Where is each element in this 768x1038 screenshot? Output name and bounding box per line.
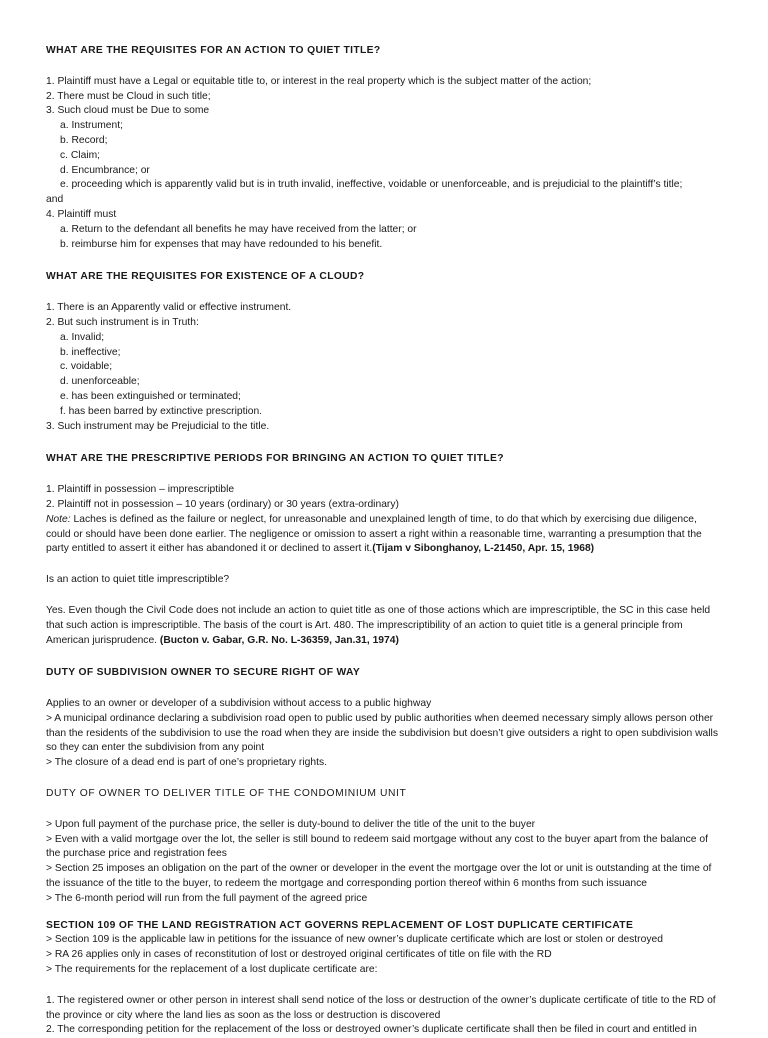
sub-list-item: d. unenforceable; xyxy=(60,376,140,388)
section-heading-condominium-title: DUTY OF OWNER TO DELIVER TITLE OF THE CONDOMINIUM UNIT xyxy=(46,788,407,800)
list-item: 1. Plaintiff must have a Legal or equitable title to, or interest in the real property which is the subject matter of the action; xyxy=(46,75,592,87)
section-heading-cloud-requisites: WHAT ARE THE REQUISITES FOR EXISTENCE OF A CLOUD? xyxy=(46,271,365,283)
paragraph-line: > Section 25 imposes an obligation on the part of the owner or developer in the event the mortgage over the lot or unit is outstanding at the time of the issuance of the title to the buyer, to redeem the mortgage and corresponding portion thereof within 6 months from such issuance xyxy=(46,863,712,890)
list-item: 2. But such instrument is in Truth: xyxy=(46,316,199,328)
question-text: Is an action to quiet title imprescriptible? xyxy=(46,574,230,586)
sub-list-item: b. ineffective; xyxy=(60,346,121,358)
list-item: 2. There must be Cloud in such title; xyxy=(46,90,211,102)
case-citation: (Bucton v. Gabar, G.R. No. L-36359, Jan.31, 1974) xyxy=(159,634,399,646)
answer-paragraph xyxy=(46,604,718,648)
sub-list-item: e. proceeding which is apparently valid but is in truth invalid, ineffective, voidable or unenforceable, and is prejudicial to the plaintiff’s title; xyxy=(60,179,683,191)
sub-list-item: f. has been barred by extinctive prescription. xyxy=(60,405,263,417)
section-heading-section-109: SECTION 109 OF THE LAND REGISTRATION ACT GOVERNS REPLACEMENT OF LOST DUPLICATE CERTIFICATE xyxy=(46,919,634,931)
paragraph-line: > Upon full payment of the purchase price, the seller is duty-bound to deliver the title of the unit to the buyer xyxy=(46,818,536,830)
sub-list-item: a. Invalid; xyxy=(60,331,105,343)
list-item: 1. Plaintiff in possession – imprescriptible xyxy=(46,484,235,496)
paragraph-line: Applies to an owner or developer of a subdivision without access to a public highway xyxy=(46,698,432,710)
case-citation: (Tijam v Sibonghanoy, L-21450, Apr. 15, 1968) xyxy=(372,543,595,555)
list-item: 2. The corresponding petition for the replacement of the loss or destroyed owner’s duplicate certificate shall then be filed in court and entitled in xyxy=(46,1024,697,1036)
note-label: Note: xyxy=(46,513,71,525)
answer-text: Yes. Even though the Civil Code does not include an action to quiet title as one of those actions which are imprescriptible, the SC in this case held that such action is imprescriptible. The basis of the court is Art. 480. The imprescriptibility of an action to quiet title is a general principle from American jurisprudence. xyxy=(46,604,711,646)
paragraph-line: > Even with a valid mortgage over the lot, the seller is still bound to redeem said mortgage without any cost to the buyer apart from the balance of the purchase price and registration fees xyxy=(46,833,708,860)
section-heading-quiet-title-requisites: WHAT ARE THE REQUISITES FOR AN ACTION TO QUIET TITLE? xyxy=(46,45,381,56)
list-item: 1. There is an Apparently valid or effective instrument. xyxy=(46,302,292,314)
sub-list-item: b. Record; xyxy=(60,134,108,146)
sub-list-item: c. Claim; xyxy=(60,149,101,161)
list-item: 3. Such instrument may be Prejudicial to the title. xyxy=(46,420,270,432)
conjunction-text: and xyxy=(46,194,64,206)
sub-list-item: e. has been extinguished or terminated; xyxy=(60,390,241,402)
paragraph-line: > The requirements for the replacement of a lost duplicate certificate are: xyxy=(46,964,378,976)
note-paragraph xyxy=(46,513,718,557)
sub-list-item: d. Encumbrance; or xyxy=(60,164,150,176)
list-item: 3. Such cloud must be Due to some xyxy=(46,105,210,117)
paragraph-line: > The 6-month period will run from the full payment of the agreed price xyxy=(46,892,368,904)
sub-list-item: c. voidable; xyxy=(60,361,113,373)
section-heading-prescriptive-periods: WHAT ARE THE PRESCRIPTIVE PERIODS FOR BRINGING AN ACTION TO QUIET TITLE? xyxy=(46,453,504,465)
paragraph-line: > RA 26 applies only in cases of reconstitution of lost or destroyed original certificates of title on file with the RD xyxy=(46,949,552,961)
paragraph-line: > A municipal ordinance declaring a subdivision road open to public used by public authorities when deemed necessary simply allows person other than the residents of the subdivision to use the road when they are inside the subdivision but doesn’t give outsiders a right to open subdivision walls so they can enter the subdivision from any point xyxy=(46,712,718,754)
document-content xyxy=(46,44,718,1038)
section-heading-right-of-way: DUTY OF SUBDIVISION OWNER TO SECURE RIGHT OF WAY xyxy=(46,667,361,679)
list-item: 2. Plaintiff not in possession – 10 years (ordinary) or 30 years (extra-ordinary) xyxy=(46,498,399,510)
list-item: 1. The registered owner or other person in interest shall send notice of the loss or destruction of the owner’s duplicate certificate of title to the RD of the province or city where the land lies as soon as the loss or destruction is discovered xyxy=(46,994,716,1021)
sub-list-item: a. Return to the defendant all benefits he may have received from the latter; or xyxy=(60,223,417,235)
sub-list-item: a. Instrument; xyxy=(60,120,123,132)
note-text: Laches is defined as the failure or neglect, for unreasonable and unexplained length of time, to do that which by exercising due diligence, could or should have been done earlier. The negligence or omission to assert a right within a reasonable time, warranting a presumption that the party entitled to assert it either has abandoned it or declined to assert it. xyxy=(46,513,702,555)
sub-list-item: b. reimburse him for expenses that may have redounded to his benefit. xyxy=(60,238,383,250)
paragraph-line: > Section 109 is the applicable law in petitions for the issuance of new owner’s duplicate certificate which are lost or stolen or destroyed xyxy=(46,934,663,946)
paragraph-line: > The closure of a dead end is part of one’s proprietary rights. xyxy=(46,757,327,769)
list-item: 4. Plaintiff must xyxy=(46,208,117,220)
